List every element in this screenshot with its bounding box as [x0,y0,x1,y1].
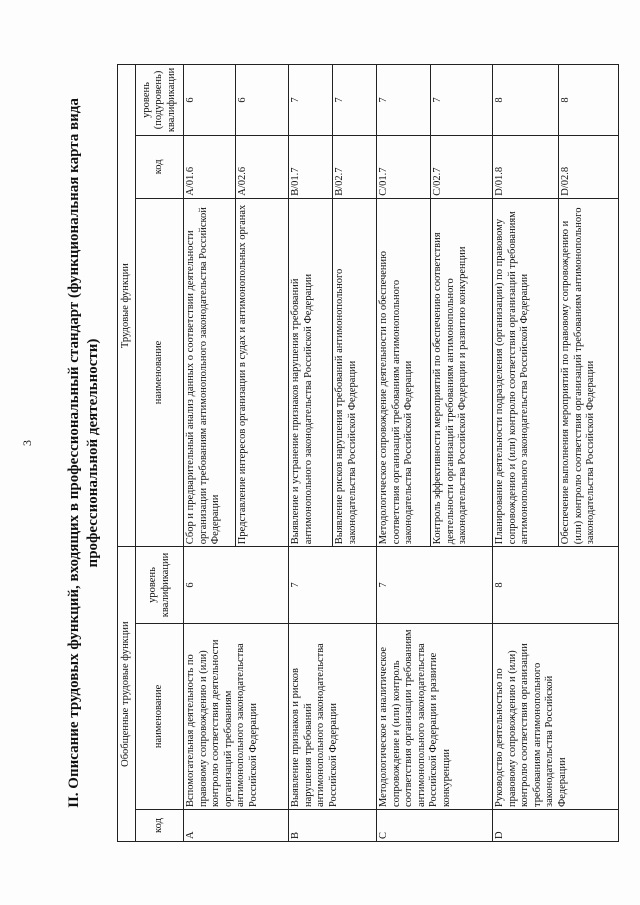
group-code: A [184,810,289,842]
function-code: D/01.8 [493,135,559,198]
header-level: уровень квалификации [136,547,184,624]
function-level: 7 [289,65,333,136]
function-code: B/02.7 [333,135,377,198]
header-generalized-functions: Обобщенные трудовые функции [118,547,136,842]
function-code: D/02.8 [559,135,619,198]
group-level: 6 [184,547,289,624]
function-level: 6 [184,65,236,136]
group-level: 7 [289,547,377,624]
group-name: Методологическое и аналитическое сопровождение и (или) контроль соответствия организации требованиям антимонопольного законодательства Российской Федерации и развитие конкуренции [377,623,493,809]
function-code: C/01.7 [377,135,431,198]
functional-map-table [117,64,619,842]
page-number: 3 [20,440,34,446]
header-function-code: код [136,135,184,198]
group-code: C [377,810,493,842]
function-code: C/02.7 [431,135,493,198]
header-name: наименование [136,623,184,809]
function-name: Представление интересов организации в судах и антимонопольных органах [236,198,289,546]
function-name: Контроль эффективности мероприятий по обеспечению соответствия деятельности организаций требованиям антимонопольного законодательства Российской Федерации и развитию конкуренции [431,198,493,546]
function-level: 8 [559,65,619,136]
group-code: B [289,810,377,842]
group-level: 8 [493,547,619,624]
group-name: Выявление признаков и рисков нарушения требований антимонопольного законодательства Российской Федерации [289,623,377,809]
table-row [289,65,333,842]
function-code: B/01.7 [289,135,333,198]
function-level: 7 [333,65,377,136]
heading-line-2: профессиональной деятельности) [85,338,101,568]
header-labor-functions: Трудовые функции [118,65,136,547]
group-name: Вспомогательная деятельность по правовому сопровождению и (или) контролю соответствия деятельности организаций требованиям антимонопольного законодательства Российской Федерации [184,623,289,809]
function-level: 6 [236,65,289,136]
header-function-name: наименование [136,198,184,546]
header-code: код [136,810,184,842]
rotated-page-content [63,64,596,842]
table-row [184,65,236,842]
function-name: Сбор и предварительный анализ данных о соответствии деятельности организации требованиям антимонопольного законодательства Российской Федерации [184,198,236,546]
function-name: Обеспечение выполнения мероприятий по правовому сопровождению и (или) контролю соответствия организаций требованиям антимонопольного законодательства Российской Федерации [559,198,619,546]
function-level: 7 [431,65,493,136]
function-name: Планирование деятельности подразделения (организации) по правовому сопровождению и (или) контролю соответствия организаций требованиям антимонопольного законодательства Российской Федерации [493,198,559,546]
function-name: Выявление рисков нарушения требований антимонопольного законодательства Российской Федерации [333,198,377,546]
function-level: 7 [377,65,431,136]
section-heading [63,64,115,842]
function-name: Методологическое сопровождение деятельности по обеспечению соответствия организаций требованиям антимонопольного законодательства Российской Федерации [377,198,431,546]
function-code: A/02.6 [236,135,289,198]
function-code: A/01.6 [184,135,236,198]
function-level: 8 [493,65,559,136]
group-name: Руководство деятельностью по правовому сопровождению и (или) контролю соответствия организации требованиям антимонопольного законодательства Российской Федерации [493,623,619,809]
function-name: Выявление и устранение признаков нарушения требований антимонопольного законодательства Российской Федерации [289,198,333,546]
table-row [493,65,559,842]
heading-line-1: II. Описание трудовых функций, входящих в профессиональный стандарт (функциональная карта вида [66,98,82,808]
table-row [377,65,431,842]
header-sublevel: уровень (подуровень) квалификации [136,65,184,136]
group-level: 7 [377,547,493,624]
group-code: D [493,810,619,842]
